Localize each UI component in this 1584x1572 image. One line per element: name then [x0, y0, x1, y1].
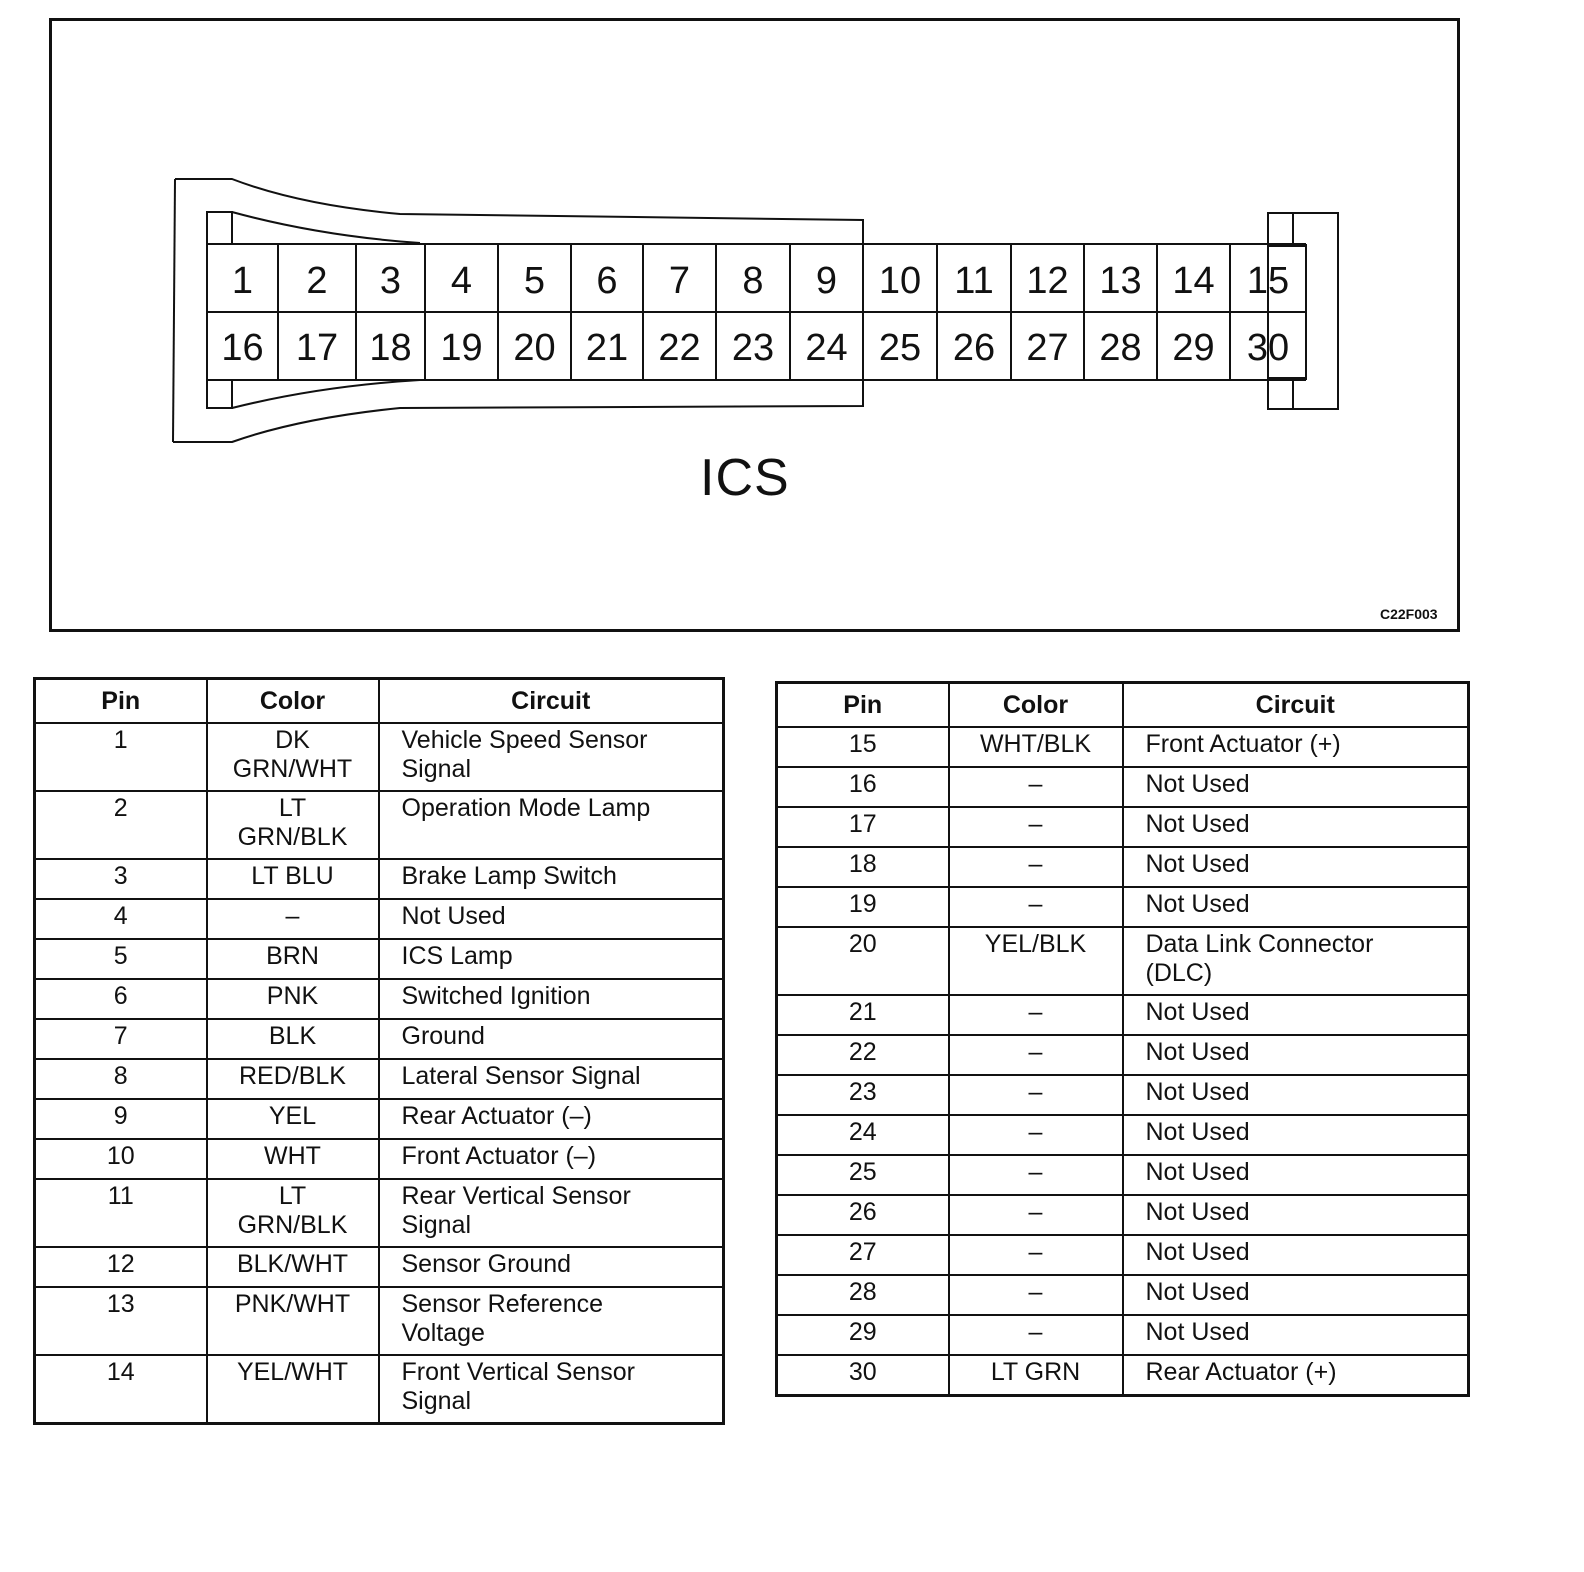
pin-cell: 12 — [35, 1247, 207, 1287]
connector-pin-18: 18 — [369, 327, 412, 369]
connector-pin-22: 22 — [658, 327, 701, 369]
table-row — [35, 1099, 724, 1139]
wire-color-text: – — [1028, 1198, 1043, 1226]
wire-color-text: – — [1028, 1238, 1043, 1266]
circuit-text: Not Used — [1145, 1038, 1250, 1066]
circuit-cell — [379, 1247, 724, 1287]
circuit-text: Data Link Connector — [1145, 930, 1374, 958]
table-row — [777, 727, 1469, 767]
wire-color-cell — [207, 791, 379, 859]
pin-cell: 22 — [777, 1035, 949, 1075]
circuit-text: Ground — [401, 1022, 485, 1050]
pin-cell: 3 — [35, 859, 207, 899]
wire-color-cell — [207, 1179, 379, 1247]
circuit-cell — [1123, 1075, 1469, 1115]
circuit-text: Not Used — [401, 902, 506, 930]
wire-color-text: – — [1028, 850, 1043, 878]
wire-color-cell — [949, 1035, 1123, 1075]
connector-pin-3: 3 — [379, 260, 402, 302]
connector-pin-5: 5 — [523, 260, 546, 302]
pin-cell: 1 — [35, 723, 207, 791]
pin-cell: 29 — [777, 1315, 949, 1355]
circuit-text: Not Used — [1145, 1238, 1250, 1266]
header-pin: Pin — [35, 679, 207, 724]
pinout-table-left — [33, 677, 725, 1425]
circuit-text: Not Used — [1145, 1278, 1250, 1306]
circuit-text: Rear Actuator (–) — [401, 1102, 592, 1130]
pin-cell: 18 — [777, 847, 949, 887]
table-row — [777, 1275, 1469, 1315]
wire-color-text: YEL/WHT — [236, 1358, 349, 1386]
pin-cell: 16 — [777, 767, 949, 807]
wire-color-text: – — [1028, 810, 1043, 838]
wire-color-cell — [949, 1075, 1123, 1115]
circuit-text: Not Used — [1145, 1158, 1250, 1186]
circuit-text: Vehicle Speed Sensor — [401, 726, 648, 754]
pin-cell: 23 — [777, 1075, 949, 1115]
table-header-row — [777, 683, 1469, 728]
wire-color-text: – — [1028, 1038, 1043, 1066]
wire-color-text: – — [1028, 1078, 1043, 1106]
wire-color-text: – — [1028, 770, 1043, 798]
wire-color-text: WHT/BLK — [979, 730, 1092, 758]
pin-cell: 24 — [777, 1115, 949, 1155]
wire-color-text: PNK — [266, 982, 319, 1010]
pin-cell: 30 — [777, 1355, 949, 1396]
header-color: Color — [207, 679, 379, 724]
wire-color-cell — [949, 1115, 1123, 1155]
connector-pin-14: 14 — [1172, 260, 1215, 302]
wire-color-cell — [949, 1195, 1123, 1235]
circuit-cell — [379, 939, 724, 979]
circuit-cell — [1123, 1355, 1469, 1396]
connector-pin-13: 13 — [1099, 260, 1142, 302]
pin-cell: 21 — [777, 995, 949, 1035]
circuit-cell — [379, 859, 724, 899]
wire-color-cell — [949, 1315, 1123, 1355]
wire-color-cell — [949, 1235, 1123, 1275]
table-row — [777, 887, 1469, 927]
pin-cell: 8 — [35, 1059, 207, 1099]
wire-color-text: BRN — [266, 942, 319, 970]
wire-color-cell — [207, 859, 379, 899]
pin-cell: 28 — [777, 1275, 949, 1315]
connector-pin-11: 11 — [954, 260, 994, 302]
table-row — [35, 979, 724, 1019]
connector-pin-9: 9 — [815, 260, 838, 302]
wire-color-cell — [207, 979, 379, 1019]
wire-color-text: LT — [278, 794, 307, 822]
circuit-text: Not Used — [1145, 890, 1250, 918]
wire-color-cell — [949, 887, 1123, 927]
connector-pin-27: 27 — [1026, 327, 1069, 369]
table-row — [35, 899, 724, 939]
circuit-cell — [1123, 1195, 1469, 1235]
table-row — [35, 1059, 724, 1099]
circuit-text: Rear Actuator (+) — [1145, 1358, 1337, 1386]
wire-color-text: RED/BLK — [239, 1062, 346, 1090]
connector-pin-19: 19 — [440, 327, 483, 369]
pin-cell: 20 — [777, 927, 949, 995]
connector-pin-8: 8 — [742, 260, 764, 302]
wire-color-text: – — [1028, 1118, 1043, 1146]
pin-cell: 19 — [777, 887, 949, 927]
circuit-text: Not Used — [1145, 770, 1250, 798]
circuit-cell — [379, 1179, 724, 1247]
table-row — [777, 1035, 1469, 1075]
circuit-cell — [379, 1287, 724, 1355]
circuit-cell — [1123, 1035, 1469, 1075]
pin-cell: 14 — [35, 1355, 207, 1424]
table-row — [777, 1195, 1469, 1235]
pinout-table-right — [775, 681, 1470, 1397]
table-row — [777, 995, 1469, 1035]
pin-cell: 25 — [777, 1155, 949, 1195]
wire-color-text: BLK — [268, 1022, 317, 1050]
table-row — [777, 767, 1469, 807]
wire-color-cell — [207, 1287, 379, 1355]
table-row — [777, 807, 1469, 847]
connector-pin-12: 12 — [1026, 260, 1069, 302]
circuit-text: (DLC) — [1145, 959, 1213, 987]
circuit-cell — [379, 1099, 724, 1139]
circuit-text: Signal — [401, 755, 471, 783]
connector-pin-15: 15 — [1246, 260, 1290, 302]
circuit-cell — [1123, 727, 1469, 767]
wire-color-text: PNK/WHT — [234, 1290, 351, 1318]
table-row — [35, 1247, 724, 1287]
table-row — [777, 1355, 1469, 1396]
wire-color-text: GRN/BLK — [237, 1211, 348, 1239]
circuit-text: Lateral Sensor Signal — [401, 1062, 641, 1090]
circuit-text: Not Used — [1145, 1078, 1250, 1106]
wire-color-cell — [949, 727, 1123, 767]
circuit-text: Not Used — [1145, 1198, 1250, 1226]
connector-pin-4: 4 — [450, 260, 473, 302]
connector-pin-6: 6 — [596, 260, 618, 302]
circuit-text: Voltage — [401, 1319, 485, 1347]
circuit-cell — [1123, 1235, 1469, 1275]
connector-pin-17: 17 — [295, 327, 339, 369]
wire-color-text: – — [1028, 1318, 1043, 1346]
wire-color-text: LT — [278, 1182, 307, 1210]
table-row — [35, 1355, 724, 1424]
circuit-cell — [379, 723, 724, 791]
figure-code-label: C22F003 — [1380, 606, 1438, 622]
circuit-text: Not Used — [1145, 810, 1250, 838]
table-row — [35, 791, 724, 859]
wire-color-cell — [949, 767, 1123, 807]
table-row — [35, 1179, 724, 1247]
circuit-cell — [1123, 887, 1469, 927]
circuit-text: Sensor Reference — [401, 1290, 604, 1318]
circuit-text: Not Used — [1145, 998, 1250, 1026]
circuit-text: Not Used — [1145, 1118, 1250, 1146]
wire-color-text: BLK/WHT — [236, 1250, 349, 1278]
circuit-text: Not Used — [1145, 850, 1250, 878]
wire-color-cell — [949, 1355, 1123, 1396]
connector-pin-28: 28 — [1099, 327, 1142, 369]
circuit-text: Signal — [401, 1211, 471, 1239]
table-row — [35, 1139, 724, 1179]
connector-pin-30: 30 — [1246, 327, 1290, 369]
pin-cell: 9 — [35, 1099, 207, 1139]
wire-color-cell — [207, 939, 379, 979]
connector-pin-2: 2 — [306, 260, 328, 302]
connector-pin-1: 1 — [231, 260, 254, 302]
circuit-cell — [379, 899, 724, 939]
wire-color-text: – — [1028, 1158, 1043, 1186]
wire-color-cell — [949, 807, 1123, 847]
pin-cell: 17 — [777, 807, 949, 847]
wire-color-cell — [949, 1155, 1123, 1195]
circuit-text: Front Actuator (+) — [1145, 730, 1341, 758]
wire-color-cell — [949, 927, 1123, 995]
circuit-text: Signal — [401, 1387, 471, 1415]
circuit-cell — [1123, 1315, 1469, 1355]
wire-color-text: DK — [275, 726, 310, 754]
wire-color-cell — [949, 995, 1123, 1035]
wire-color-text: LT BLU — [251, 862, 334, 890]
connector-pin-16: 16 — [221, 327, 264, 369]
wire-color-cell — [207, 1139, 379, 1179]
pin-cell: 7 — [35, 1019, 207, 1059]
circuit-cell — [1123, 847, 1469, 887]
circuit-cell — [1123, 807, 1469, 847]
circuit-text: Operation Mode Lamp — [401, 794, 651, 822]
wire-color-cell — [207, 1247, 379, 1287]
wire-color-text: YEL — [268, 1102, 317, 1130]
table-row — [777, 1155, 1469, 1195]
circuit-text: Rear Vertical Sensor — [401, 1182, 631, 1210]
circuit-cell — [379, 1139, 724, 1179]
table-row — [777, 847, 1469, 887]
table-row — [35, 939, 724, 979]
wire-color-text: GRN/BLK — [237, 823, 348, 851]
wire-color-cell — [207, 1059, 379, 1099]
wire-color-text: WHT — [264, 1142, 321, 1170]
circuit-cell — [379, 979, 724, 1019]
wire-color-cell — [207, 899, 379, 939]
circuit-text: Switched Ignition — [401, 982, 591, 1010]
pin-cell: 5 — [35, 939, 207, 979]
wire-color-cell — [207, 1355, 379, 1424]
pin-cell: 27 — [777, 1235, 949, 1275]
pin-cell: 11 — [35, 1179, 207, 1247]
wire-color-text: GRN/WHT — [232, 755, 353, 783]
circuit-cell — [379, 791, 724, 859]
wire-color-cell — [207, 723, 379, 791]
wire-color-cell — [949, 1275, 1123, 1315]
table-header-row — [35, 679, 724, 724]
connector-pin-20: 20 — [513, 327, 556, 369]
circuit-text: Brake Lamp Switch — [401, 862, 617, 890]
header-circuit: Circuit — [1123, 683, 1469, 728]
connector-outline — [0, 0, 1584, 640]
connector-pin-7: 7 — [668, 260, 691, 302]
circuit-text: ICS Lamp — [401, 942, 513, 970]
circuit-cell — [1123, 995, 1469, 1035]
table-row — [777, 1315, 1469, 1355]
pin-cell: 26 — [777, 1195, 949, 1235]
wire-color-text: – — [1028, 1278, 1043, 1306]
circuit-cell — [1123, 1275, 1469, 1315]
table-row — [777, 1115, 1469, 1155]
circuit-text: Front Actuator (–) — [401, 1142, 597, 1170]
header-pin: Pin — [777, 683, 949, 728]
wire-color-text: – — [1028, 998, 1043, 1026]
wire-color-cell — [207, 1099, 379, 1139]
table-row — [777, 927, 1469, 995]
circuit-cell — [1123, 927, 1469, 995]
wire-color-cell — [949, 847, 1123, 887]
table-row — [35, 859, 724, 899]
connector-pin-29: 29 — [1172, 327, 1215, 369]
circuit-text: Not Used — [1145, 1318, 1250, 1346]
circuit-cell — [379, 1019, 724, 1059]
table-row — [777, 1235, 1469, 1275]
pin-cell: 10 — [35, 1139, 207, 1179]
wire-color-cell — [207, 1019, 379, 1059]
pin-cell: 13 — [35, 1287, 207, 1355]
header-color: Color — [949, 683, 1123, 728]
table-row — [35, 1019, 724, 1059]
pin-cell: 6 — [35, 979, 207, 1019]
connector-pin-10: 10 — [878, 260, 922, 302]
header-circuit: Circuit — [379, 679, 724, 724]
wire-color-text: – — [1028, 890, 1043, 918]
connector-name-label: ICS — [700, 449, 790, 507]
connector-pin-25: 25 — [878, 327, 922, 369]
wire-color-text: YEL/BLK — [984, 930, 1087, 958]
connector-pin-23: 23 — [731, 327, 775, 369]
circuit-cell — [379, 1059, 724, 1099]
connector-pin-24: 24 — [805, 327, 848, 369]
circuit-cell — [1123, 1155, 1469, 1195]
pin-cell: 2 — [35, 791, 207, 859]
circuit-cell — [1123, 767, 1469, 807]
table-row — [777, 1075, 1469, 1115]
circuit-text: Front Vertical Sensor — [401, 1358, 635, 1386]
table-row — [35, 1287, 724, 1355]
pin-cell: 4 — [35, 899, 207, 939]
table-row — [35, 723, 724, 791]
circuit-text: Sensor Ground — [401, 1250, 572, 1278]
connector-pin-21: 21 — [585, 327, 629, 369]
wire-color-text: LT GRN — [990, 1358, 1081, 1386]
connector-pin-26: 26 — [952, 327, 996, 369]
pin-cell: 15 — [777, 727, 949, 767]
wire-color-text: – — [285, 902, 300, 930]
circuit-cell — [379, 1355, 724, 1424]
circuit-cell — [1123, 1115, 1469, 1155]
